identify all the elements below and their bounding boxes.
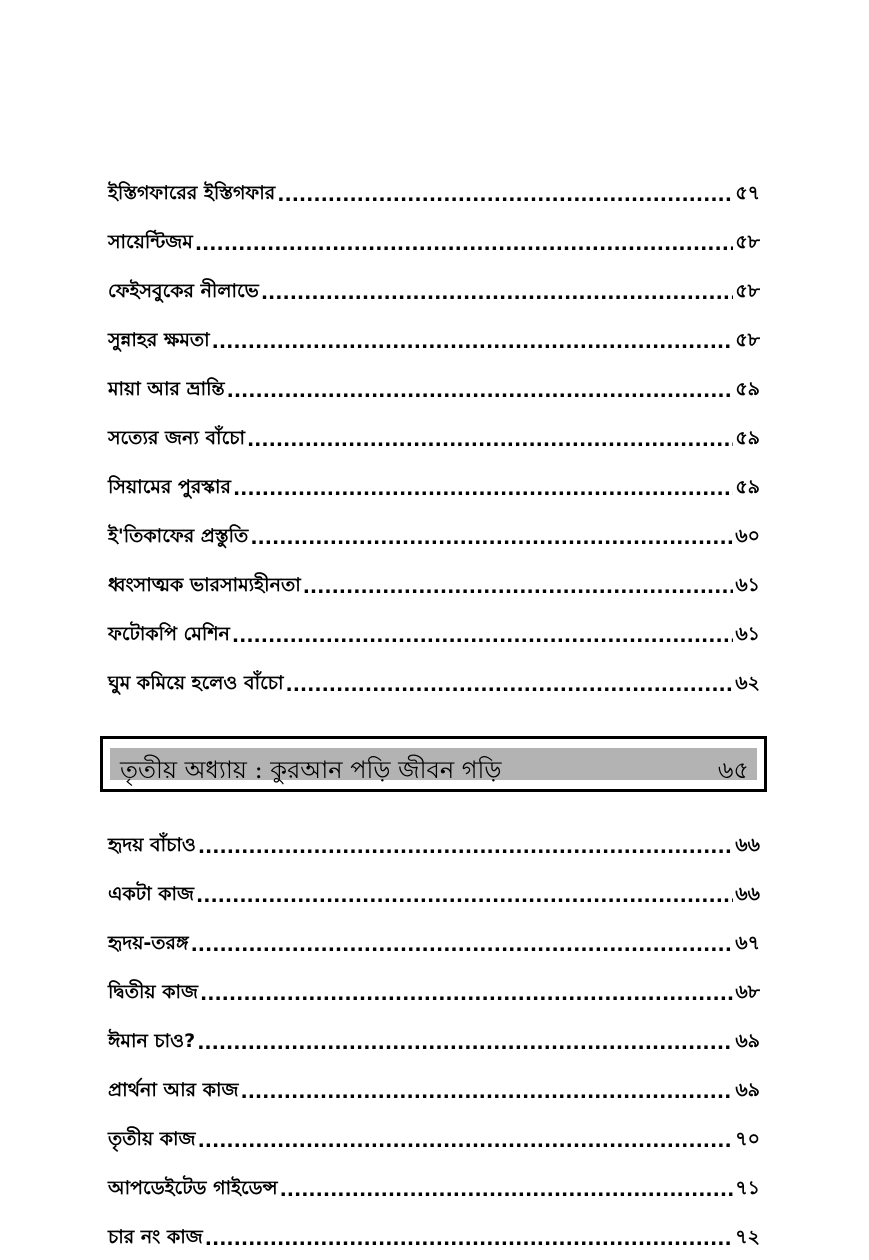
- toc-entry[interactable]: [108, 303, 760, 352]
- toc-entry-page: ৭০: [735, 1128, 760, 1150]
- toc-entry-title: সত্যের জন্য বাঁচো: [108, 427, 245, 449]
- toc-entry-page: ৬৮: [735, 981, 760, 1003]
- toc-entry[interactable]: [108, 1151, 760, 1200]
- toc-entry-page: ৬৯: [735, 1079, 760, 1101]
- toc-entry-page: ৬০: [735, 525, 760, 547]
- toc-entry-page: ৫৮: [735, 329, 760, 351]
- toc-entry[interactable]: [108, 646, 760, 695]
- chapter-title: তৃতীয় অধ্যায় : কুরআন পড়ি জীবন গড়ি: [120, 756, 502, 784]
- toc-entry-title: মায়া আর ভ্রান্তি: [108, 378, 225, 400]
- leader-dots: [261, 287, 733, 299]
- toc-entry[interactable]: [108, 156, 760, 205]
- toc-entry[interactable]: [108, 1200, 760, 1249]
- toc-entry-page: ৫৭: [735, 182, 760, 204]
- toc-entry[interactable]: [108, 450, 760, 499]
- toc-entry-page: ৭২: [735, 1226, 760, 1248]
- leader-dots: [196, 890, 733, 902]
- toc-entry[interactable]: [108, 808, 760, 857]
- toc-entry[interactable]: [108, 906, 760, 955]
- leader-dots: [212, 336, 734, 348]
- toc-entry[interactable]: [108, 548, 760, 597]
- leader-dots: [247, 434, 733, 446]
- toc-entry[interactable]: [108, 1004, 760, 1053]
- leader-dots: [241, 1086, 734, 1098]
- toc-entry[interactable]: [108, 254, 760, 303]
- leader-dots: [303, 581, 734, 593]
- leader-dots: [195, 238, 734, 250]
- toc-entry-page: ৬১: [735, 574, 760, 596]
- toc-entry-page: ৫৮: [735, 231, 760, 253]
- toc-entry-title: হৃদয়-তরঙ্গ: [108, 932, 189, 954]
- toc-entry-title: ঘুম কমিয়ে হলেও বাঁচো: [108, 672, 284, 694]
- toc-entry-page: ৫৮: [735, 280, 760, 302]
- leader-dots: [205, 1233, 734, 1245]
- toc-entry-title: ই'তিকাফের প্রস্তুতি: [108, 525, 249, 547]
- toc-entry-page: ৭১: [735, 1177, 760, 1199]
- toc-entry-title: সিয়ামের পুরস্কার: [108, 476, 231, 498]
- leader-dots: [285, 679, 733, 691]
- leader-dots: [227, 385, 734, 397]
- toc-entry-page: ৫৯: [735, 476, 760, 498]
- toc-entry-title: প্রার্থনা আর কাজ: [108, 1079, 239, 1101]
- toc-entry-title: তৃতীয় কাজ: [108, 1128, 196, 1150]
- toc-entry[interactable]: [108, 401, 760, 450]
- toc-entry-title: দ্বিতীয় কাজ: [108, 981, 199, 1003]
- toc-entry[interactable]: [108, 205, 760, 254]
- toc-entry[interactable]: [108, 499, 760, 548]
- toc-entry-title: ফটোকপি মেশিন: [108, 623, 230, 645]
- toc-entry-page: ৫৯: [735, 427, 760, 449]
- toc-entry-title: চার নং কাজ: [108, 1226, 203, 1248]
- leader-dots: [233, 483, 733, 495]
- toc-entry-title: সুন্নাহর ক্ষমতা: [108, 329, 210, 351]
- toc-entry[interactable]: [108, 857, 760, 906]
- toc-entry-title: ঈমান চাও?: [108, 1030, 196, 1052]
- toc-entry-page: ৬২: [735, 672, 760, 694]
- toc-entry[interactable]: [108, 352, 760, 401]
- toc-list-part1: [108, 156, 760, 695]
- toc-entry-page: ৫৯: [735, 378, 760, 400]
- chapter-page: ৬৫: [717, 756, 749, 784]
- toc-entry-title: সায়েন্টিজম: [108, 231, 193, 253]
- toc-list-part2: [108, 808, 760, 1249]
- toc-entry-title: আপডেইটেড গাইডেন্স: [108, 1177, 278, 1199]
- toc-entry-page: ৬৯: [735, 1030, 760, 1052]
- leader-dots: [197, 1037, 733, 1049]
- leader-dots: [250, 532, 733, 544]
- chapter-heading-band: [110, 748, 757, 784]
- leader-dots: [280, 1184, 734, 1196]
- toc-entry-title: হৃদয় বাঁচাও: [108, 834, 196, 856]
- toc-entry-page: ৬৬: [735, 834, 760, 856]
- leader-dots: [232, 630, 733, 642]
- leader-dots: [191, 939, 734, 951]
- leader-dots: [198, 1135, 734, 1147]
- toc-entry-title: ধ্বংসাত্মক ভারসাম্যহীনতা: [108, 574, 301, 596]
- toc-entry[interactable]: [108, 597, 760, 646]
- toc-entry-title: একটা কাজ: [108, 883, 195, 905]
- toc-entry-title: ফেইসবুকের নীলাভে: [108, 280, 259, 302]
- toc-entry-page: ৬১: [735, 623, 760, 645]
- toc-entry[interactable]: [108, 1053, 760, 1102]
- toc-entry-page: ৬৭: [735, 932, 760, 954]
- chapter-heading[interactable]: [100, 736, 767, 792]
- leader-dots: [200, 988, 733, 1000]
- toc-entry[interactable]: [108, 955, 760, 1004]
- leader-dots: [198, 841, 733, 853]
- toc-entry[interactable]: [108, 1102, 760, 1151]
- toc-entry-title: ইস্তিগফারের ইস্তিগফার: [108, 182, 276, 204]
- leader-dots: [277, 189, 733, 201]
- toc-entry-page: ৬৬: [735, 883, 760, 905]
